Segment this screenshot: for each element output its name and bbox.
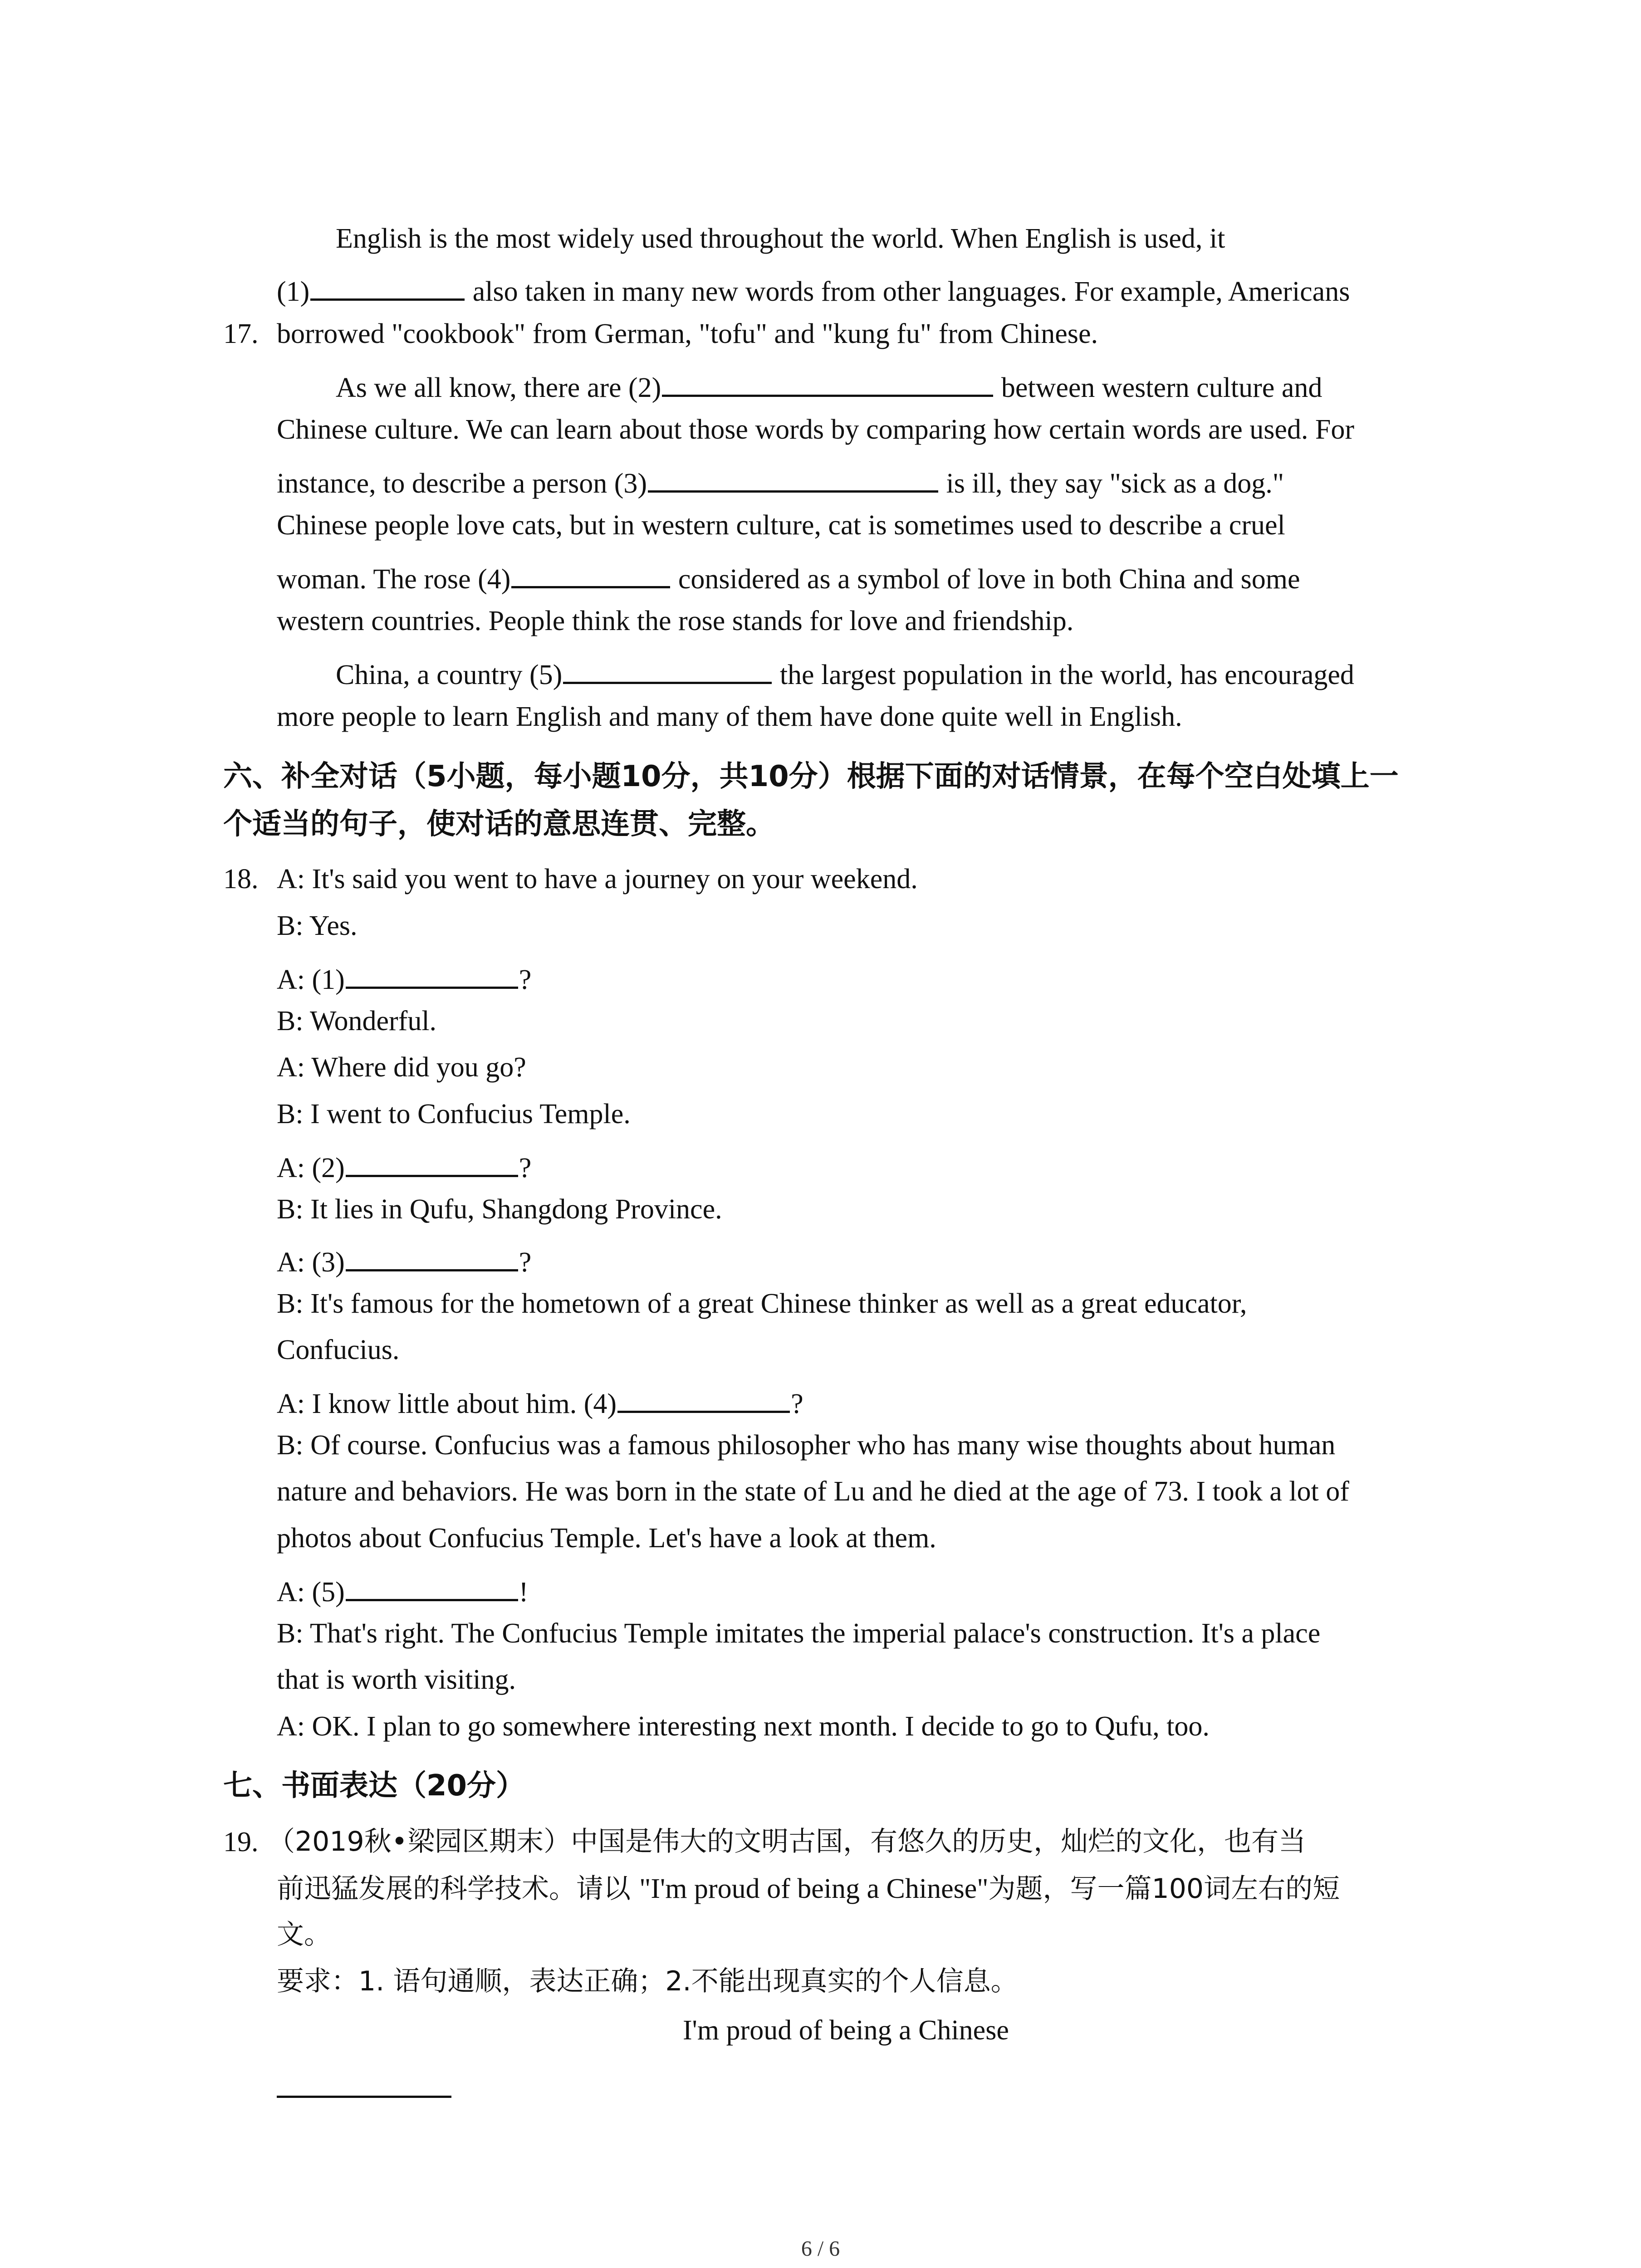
dialogue-line: that is worth visiting.	[277, 1664, 516, 1695]
writing-prompt-line: （2019秋•梁园区期末）中国是伟大的文明古国，有悠久的历史，灿烂的文化，也有当	[268, 1826, 1306, 1857]
dialogue-line: B: It lies in Qufu, Shangdong Province.	[277, 1194, 722, 1225]
question-number-19: 19.	[223, 1827, 259, 1857]
dialogue-line: Confucius.	[277, 1334, 400, 1365]
q17-line: borrowed "cookbook" from German, "tofu" and "kung fu" from Chinese.	[277, 318, 1098, 349]
dialogue-line: A: OK. I plan to go somewhere interesting next month. I decide to go to Qufu, too.	[277, 1711, 1210, 1742]
blank-5[interactable]	[563, 655, 772, 684]
blank-3[interactable]	[648, 464, 938, 493]
q17-line: instance, to describe a person (3) is ill, they say "sick as a dog."	[277, 464, 1284, 498]
section-heading: 个适当的句子，使对话的意思连贯、完整。	[223, 807, 775, 841]
dialogue-line: B: Yes.	[277, 910, 358, 941]
page-number: 6 / 6	[801, 2237, 840, 2261]
q17-line: (1) also taken in many new words from other languages. For example, Americans	[277, 272, 1350, 306]
writing-prompt-line: 文。	[277, 1919, 331, 1950]
dialogue-line: B: That's right. The Confucius Temple imitates the imperial palace's construction. It's a place	[277, 1618, 1321, 1649]
writing-prompt-line: 前迅猛发展的科学技术。请以 "I'm proud of being a Chinese"为题，写一篇100词左右的短	[277, 1873, 1340, 1905]
q17-line: English is the most widely used throughout the world. When English is used, it	[336, 223, 1225, 254]
q17-line: woman. The rose (4) considered as a symbol of love in both China and some	[277, 560, 1300, 593]
dialogue-line: B: Of course. Confucius was a famous philosopher who has many wise thoughts about human	[277, 1430, 1336, 1461]
dialogue-line: A: Where did you go?	[277, 1052, 526, 1083]
dialogue-blank-3[interactable]	[346, 1243, 518, 1271]
dialogue-blank-5[interactable]	[346, 1573, 518, 1601]
dialogue-line: A: I know little about him. (4) ?	[277, 1384, 803, 1418]
dialogue-blank-4[interactable]	[617, 1384, 790, 1413]
dialogue-line: B: I went to Confucius Temple.	[277, 1099, 631, 1129]
dialogue-line: photos about Confucius Temple. Let's have a look at them.	[277, 1523, 936, 1554]
question-number-18: 18.	[223, 864, 259, 894]
blank-1[interactable]	[310, 272, 465, 301]
q17-line: western countries. People think the rose stands for love and friendship.	[277, 606, 1074, 636]
dialogue-line: A: It's said you went to have a journey on your weekend.	[277, 864, 918, 894]
essay-title: I'm proud of being a Chinese	[683, 2015, 1009, 2046]
dialogue-line: nature and behaviors. He was born in the state of Lu and he died at the age of 73. I took a lot of	[277, 1476, 1349, 1507]
dialogue-line: B: It's famous for the hometown of a great Chinese thinker as well as a great educator,	[277, 1288, 1247, 1319]
q17-line: China, a country (5) the largest population in the world, has encouraged	[336, 655, 1354, 689]
essay-answer-line[interactable]	[277, 2096, 451, 2098]
dialogue-line: B: Wonderful.	[277, 1006, 437, 1036]
section-heading: 六、补全对话（5小题，每小题10分，共10分）根据下面的对话情景，在每个空白处填上一	[223, 760, 1399, 793]
blank-4[interactable]	[511, 560, 670, 588]
dialogue-line: A: (2) ?	[277, 1149, 531, 1182]
dialogue-line: A: (5) !	[277, 1573, 528, 1606]
question-number-17: 17.	[223, 318, 259, 349]
dialogue-line: A: (1) ?	[277, 960, 531, 994]
dialogue-line: A: (3) ?	[277, 1243, 531, 1276]
dialogue-blank-2[interactable]	[346, 1149, 518, 1177]
writing-requirements: 要求：1. 语句通顺，表达正确；2.不能出现真实的个人信息。	[277, 1965, 1018, 1997]
q17-line: Chinese culture. We can learn about those words by comparing how certain words are used. For	[277, 414, 1355, 445]
q17-line: As we all know, there are (2) between western culture and	[336, 368, 1322, 402]
blank-2[interactable]	[662, 368, 993, 397]
section-heading: 七、书面表达（20分）	[223, 1769, 525, 1803]
q17-line: Chinese people love cats, but in western culture, cat is sometimes used to describe a cruel	[277, 510, 1285, 541]
dialogue-blank-1[interactable]	[346, 960, 518, 989]
q17-line: more people to learn English and many of them have done quite well in English.	[277, 701, 1182, 732]
